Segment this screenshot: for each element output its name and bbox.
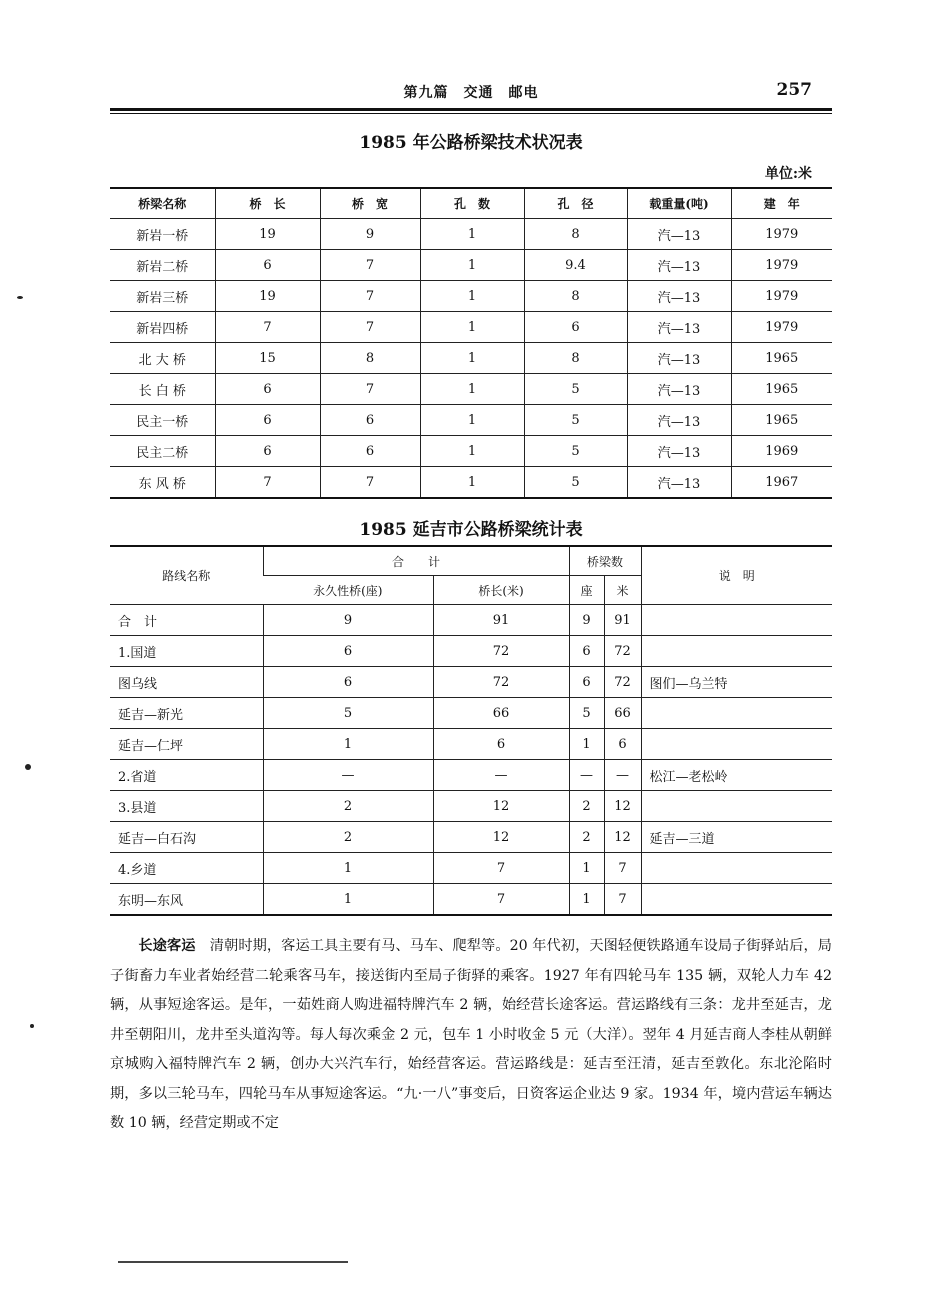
table-cell: 汽—13 bbox=[627, 219, 731, 250]
route-name-cell: 延吉—白石沟 bbox=[110, 822, 263, 853]
table-row bbox=[110, 281, 832, 312]
remark-cell bbox=[641, 729, 832, 760]
table-cell: 72 bbox=[433, 667, 569, 698]
table-cell: 1 bbox=[420, 219, 524, 250]
table-cell: 1 bbox=[420, 250, 524, 281]
table-cell: 汽—13 bbox=[627, 374, 731, 405]
bridge-name-cell: 新岩一桥 bbox=[110, 219, 215, 250]
route-name-cell: 合 计 bbox=[110, 605, 263, 636]
table-cell: 7 bbox=[433, 884, 569, 916]
table-cell: 6 bbox=[215, 405, 320, 436]
table-cell: 2 bbox=[569, 822, 604, 853]
table-cell: 1965 bbox=[731, 405, 832, 436]
bridge-name-cell: 长 白 桥 bbox=[110, 374, 215, 405]
paragraph-lead: 长途客运 bbox=[138, 938, 196, 954]
route-name-cell: 延吉—新光 bbox=[110, 698, 263, 729]
table-cell: 12 bbox=[604, 791, 641, 822]
table-cell: 7 bbox=[604, 853, 641, 884]
table-cell: 1 bbox=[569, 729, 604, 760]
table-cell: 66 bbox=[604, 698, 641, 729]
table-cell: 1 bbox=[420, 436, 524, 467]
table-cell: 汽—13 bbox=[627, 312, 731, 343]
table-cell: 1 bbox=[420, 467, 524, 499]
table-cell: 汽—13 bbox=[627, 467, 731, 499]
column-header: 桥梁名称 bbox=[110, 188, 215, 219]
body-paragraph bbox=[110, 932, 832, 1139]
table-cell: 5 bbox=[524, 467, 627, 499]
table-cell: 7 bbox=[215, 467, 320, 499]
header-rule-thin bbox=[110, 113, 832, 114]
route-name-cell: 2.省道 bbox=[110, 760, 263, 791]
bridge-name-cell: 东 风 桥 bbox=[110, 467, 215, 499]
remark-cell bbox=[641, 853, 832, 884]
table-cell: — bbox=[433, 760, 569, 791]
table-row bbox=[110, 791, 832, 822]
header-rule bbox=[110, 108, 832, 111]
column-header: 孔 数 bbox=[420, 188, 524, 219]
remark-cell: 图们—乌兰特 bbox=[641, 667, 832, 698]
table-cell: 2 bbox=[263, 791, 433, 822]
table-cell: 1969 bbox=[731, 436, 832, 467]
table-cell: 1 bbox=[420, 343, 524, 374]
table-cell: 9 bbox=[320, 219, 420, 250]
table-cell: 66 bbox=[433, 698, 569, 729]
column-header: 建 年 bbox=[731, 188, 832, 219]
table-cell: 6 bbox=[320, 436, 420, 467]
table-cell: 6 bbox=[604, 729, 641, 760]
table-cell: 2 bbox=[263, 822, 433, 853]
route-header: 路线名称 bbox=[110, 546, 263, 605]
total-header: 合 计 bbox=[263, 546, 569, 576]
table-cell: 8 bbox=[524, 343, 627, 374]
table-row bbox=[110, 605, 832, 636]
table-cell: 7 bbox=[320, 312, 420, 343]
route-name-cell: 4.乡道 bbox=[110, 853, 263, 884]
table-cell: 7 bbox=[320, 250, 420, 281]
table-cell: 5 bbox=[569, 698, 604, 729]
table-cell: 1979 bbox=[731, 312, 832, 343]
table-cell: 汽—13 bbox=[627, 281, 731, 312]
bridge-name-cell: 新岩四桥 bbox=[110, 312, 215, 343]
bridge-name-cell: 新岩二桥 bbox=[110, 250, 215, 281]
table-row bbox=[110, 343, 832, 374]
table-cell: 7 bbox=[320, 281, 420, 312]
bridge-name-cell: 北 大 桥 bbox=[110, 343, 215, 374]
table-cell: 6 bbox=[569, 636, 604, 667]
table-cell: 12 bbox=[604, 822, 641, 853]
footer-scan-line bbox=[118, 1261, 348, 1263]
table-cell: 汽—13 bbox=[627, 436, 731, 467]
seats-header: 座 bbox=[569, 576, 604, 605]
table-cell: 5 bbox=[524, 374, 627, 405]
table-cell: 6 bbox=[569, 667, 604, 698]
table-cell: 9 bbox=[569, 605, 604, 636]
table-cell: 6 bbox=[320, 405, 420, 436]
column-header: 桥 宽 bbox=[320, 188, 420, 219]
column-header: 孔 径 bbox=[524, 188, 627, 219]
table-cell: 1979 bbox=[731, 219, 832, 250]
paragraph-text: 清朝时期，客运工具主要有马、马车、爬犁等。20 年代初，天图轻便铁路通车设局子街驿站后，局子街畜力车业者始经营二轮乘客马车，接送街内至局子街驿的乘客。1927 年有四轮马车 135 辆，双轮人力车 42 辆，从事短途客运。是年，一茹姓商人购进福特牌汽车 2 辆，始经营长途客运。营运路线有三条：龙井至延吉，龙井至朝阳川，龙井至头道沟等。每人每次乘金 2 元，包车 1 小时收金 5 元（大洋）。翌年 4 月延吉商人李桂从朝鲜京城购入福特牌汽车 2 辆，创办大兴汽车行，始经营客运。营运路线是：延吉至汪清，延吉至敦化。东北沦陷时期，多以三轮马车，四轮马车从事短途客运。“九·一八”事变后，日资客运企业达 9 家。1934 年，境内营运车辆达数 10 辆，经营定期或不定 bbox=[110, 938, 832, 1131]
table-row bbox=[110, 760, 832, 791]
table-cell: — bbox=[569, 760, 604, 791]
remark-cell bbox=[641, 636, 832, 667]
table-header-row bbox=[110, 188, 832, 219]
table-cell: 1 bbox=[420, 312, 524, 343]
table-cell: 6 bbox=[215, 250, 320, 281]
table-row bbox=[110, 698, 832, 729]
table-cell: 72 bbox=[604, 667, 641, 698]
table-cell: 1 bbox=[420, 281, 524, 312]
table1-title: 1985 年公路桥梁技术状况表 bbox=[359, 133, 583, 153]
table-row bbox=[110, 636, 832, 667]
table-row bbox=[110, 374, 832, 405]
table-cell: 汽—13 bbox=[627, 343, 731, 374]
table-cell: 7 bbox=[215, 312, 320, 343]
remark-cell bbox=[641, 605, 832, 636]
table-cell: 2 bbox=[569, 791, 604, 822]
table-row bbox=[110, 667, 832, 698]
bridge-name-cell: 民主二桥 bbox=[110, 436, 215, 467]
table-cell: 19 bbox=[215, 281, 320, 312]
table-cell: 7 bbox=[320, 374, 420, 405]
table-cell: 91 bbox=[604, 605, 641, 636]
table2-title: 1985 延吉市公路桥梁统计表 bbox=[359, 520, 583, 540]
table-row bbox=[110, 467, 832, 499]
table-cell: 1 bbox=[569, 884, 604, 916]
table-cell: 1 bbox=[420, 374, 524, 405]
table-cell: 19 bbox=[215, 219, 320, 250]
table-cell: 5 bbox=[524, 405, 627, 436]
table-row bbox=[110, 219, 832, 250]
table-cell: 8 bbox=[524, 281, 627, 312]
table-cell: 6 bbox=[263, 636, 433, 667]
margin-mark bbox=[17, 296, 23, 299]
table-cell: 1 bbox=[569, 853, 604, 884]
table-cell: 7 bbox=[433, 853, 569, 884]
page-number: 257 bbox=[776, 80, 812, 100]
remark-cell bbox=[641, 698, 832, 729]
bridge-technical-table bbox=[110, 187, 832, 499]
table-cell: 1979 bbox=[731, 250, 832, 281]
table-cell: 1967 bbox=[731, 467, 832, 499]
table-cell: 6 bbox=[263, 667, 433, 698]
remark-cell: 松江—老松岭 bbox=[641, 760, 832, 791]
section-title: 第九篇 交通 邮电 bbox=[403, 85, 539, 101]
table-cell: 72 bbox=[604, 636, 641, 667]
table-cell: 72 bbox=[433, 636, 569, 667]
remark-header: 说 明 bbox=[641, 546, 832, 605]
table-cell: 5 bbox=[524, 436, 627, 467]
length-header: 桥长(米) bbox=[433, 576, 569, 605]
route-name-cell: 图乌线 bbox=[110, 667, 263, 698]
table-row bbox=[110, 312, 832, 343]
remark-cell: 延吉—三道 bbox=[641, 822, 832, 853]
table-cell: 8 bbox=[320, 343, 420, 374]
table-cell: 9.4 bbox=[524, 250, 627, 281]
bridges-header: 桥梁数 bbox=[569, 546, 641, 576]
page-header bbox=[110, 82, 832, 104]
bridge-statistics-table bbox=[110, 545, 832, 916]
table-cell: — bbox=[263, 760, 433, 791]
margin-mark bbox=[25, 764, 31, 770]
table-cell: 91 bbox=[433, 605, 569, 636]
table-cell: 7 bbox=[320, 467, 420, 499]
table-row bbox=[110, 822, 832, 853]
table-cell: 1979 bbox=[731, 281, 832, 312]
column-header: 载重量(吨) bbox=[627, 188, 731, 219]
table-cell: 汽—13 bbox=[627, 405, 731, 436]
table-row bbox=[110, 250, 832, 281]
route-name-cell: 1.国道 bbox=[110, 636, 263, 667]
table-row bbox=[110, 853, 832, 884]
table-cell: 6 bbox=[524, 312, 627, 343]
table-cell: 6 bbox=[215, 436, 320, 467]
table-cell: 9 bbox=[263, 605, 433, 636]
table-row bbox=[110, 405, 832, 436]
table-cell: 15 bbox=[215, 343, 320, 374]
table-cell: 6 bbox=[215, 374, 320, 405]
permanent-header: 永久性桥(座) bbox=[263, 576, 433, 605]
route-name-cell: 延吉—仁坪 bbox=[110, 729, 263, 760]
column-header: 桥 长 bbox=[215, 188, 320, 219]
table-cell: 12 bbox=[433, 822, 569, 853]
table-cell: 7 bbox=[604, 884, 641, 916]
route-name-cell: 东明—东风 bbox=[110, 884, 263, 916]
table-cell: 1 bbox=[420, 405, 524, 436]
table-cell: — bbox=[604, 760, 641, 791]
table-cell: 1 bbox=[263, 853, 433, 884]
margin-mark bbox=[30, 1024, 34, 1028]
route-name-cell: 3.县道 bbox=[110, 791, 263, 822]
bridge-name-cell: 民主一桥 bbox=[110, 405, 215, 436]
table-row bbox=[110, 436, 832, 467]
table-cell: 汽—13 bbox=[627, 250, 731, 281]
table1-unit: 单位:米 bbox=[764, 166, 812, 182]
table-row bbox=[110, 729, 832, 760]
table-row bbox=[110, 884, 832, 916]
remark-cell bbox=[641, 884, 832, 916]
table-header-row bbox=[110, 546, 832, 576]
table-cell: 1 bbox=[263, 729, 433, 760]
bridge-name-cell: 新岩三桥 bbox=[110, 281, 215, 312]
table-cell: 5 bbox=[263, 698, 433, 729]
table-cell: 6 bbox=[433, 729, 569, 760]
table-cell: 1965 bbox=[731, 343, 832, 374]
meters-header: 米 bbox=[604, 576, 641, 605]
table-cell: 1965 bbox=[731, 374, 832, 405]
table-cell: 12 bbox=[433, 791, 569, 822]
table-cell: 1 bbox=[263, 884, 433, 916]
remark-cell bbox=[641, 791, 832, 822]
table-cell: 8 bbox=[524, 219, 627, 250]
